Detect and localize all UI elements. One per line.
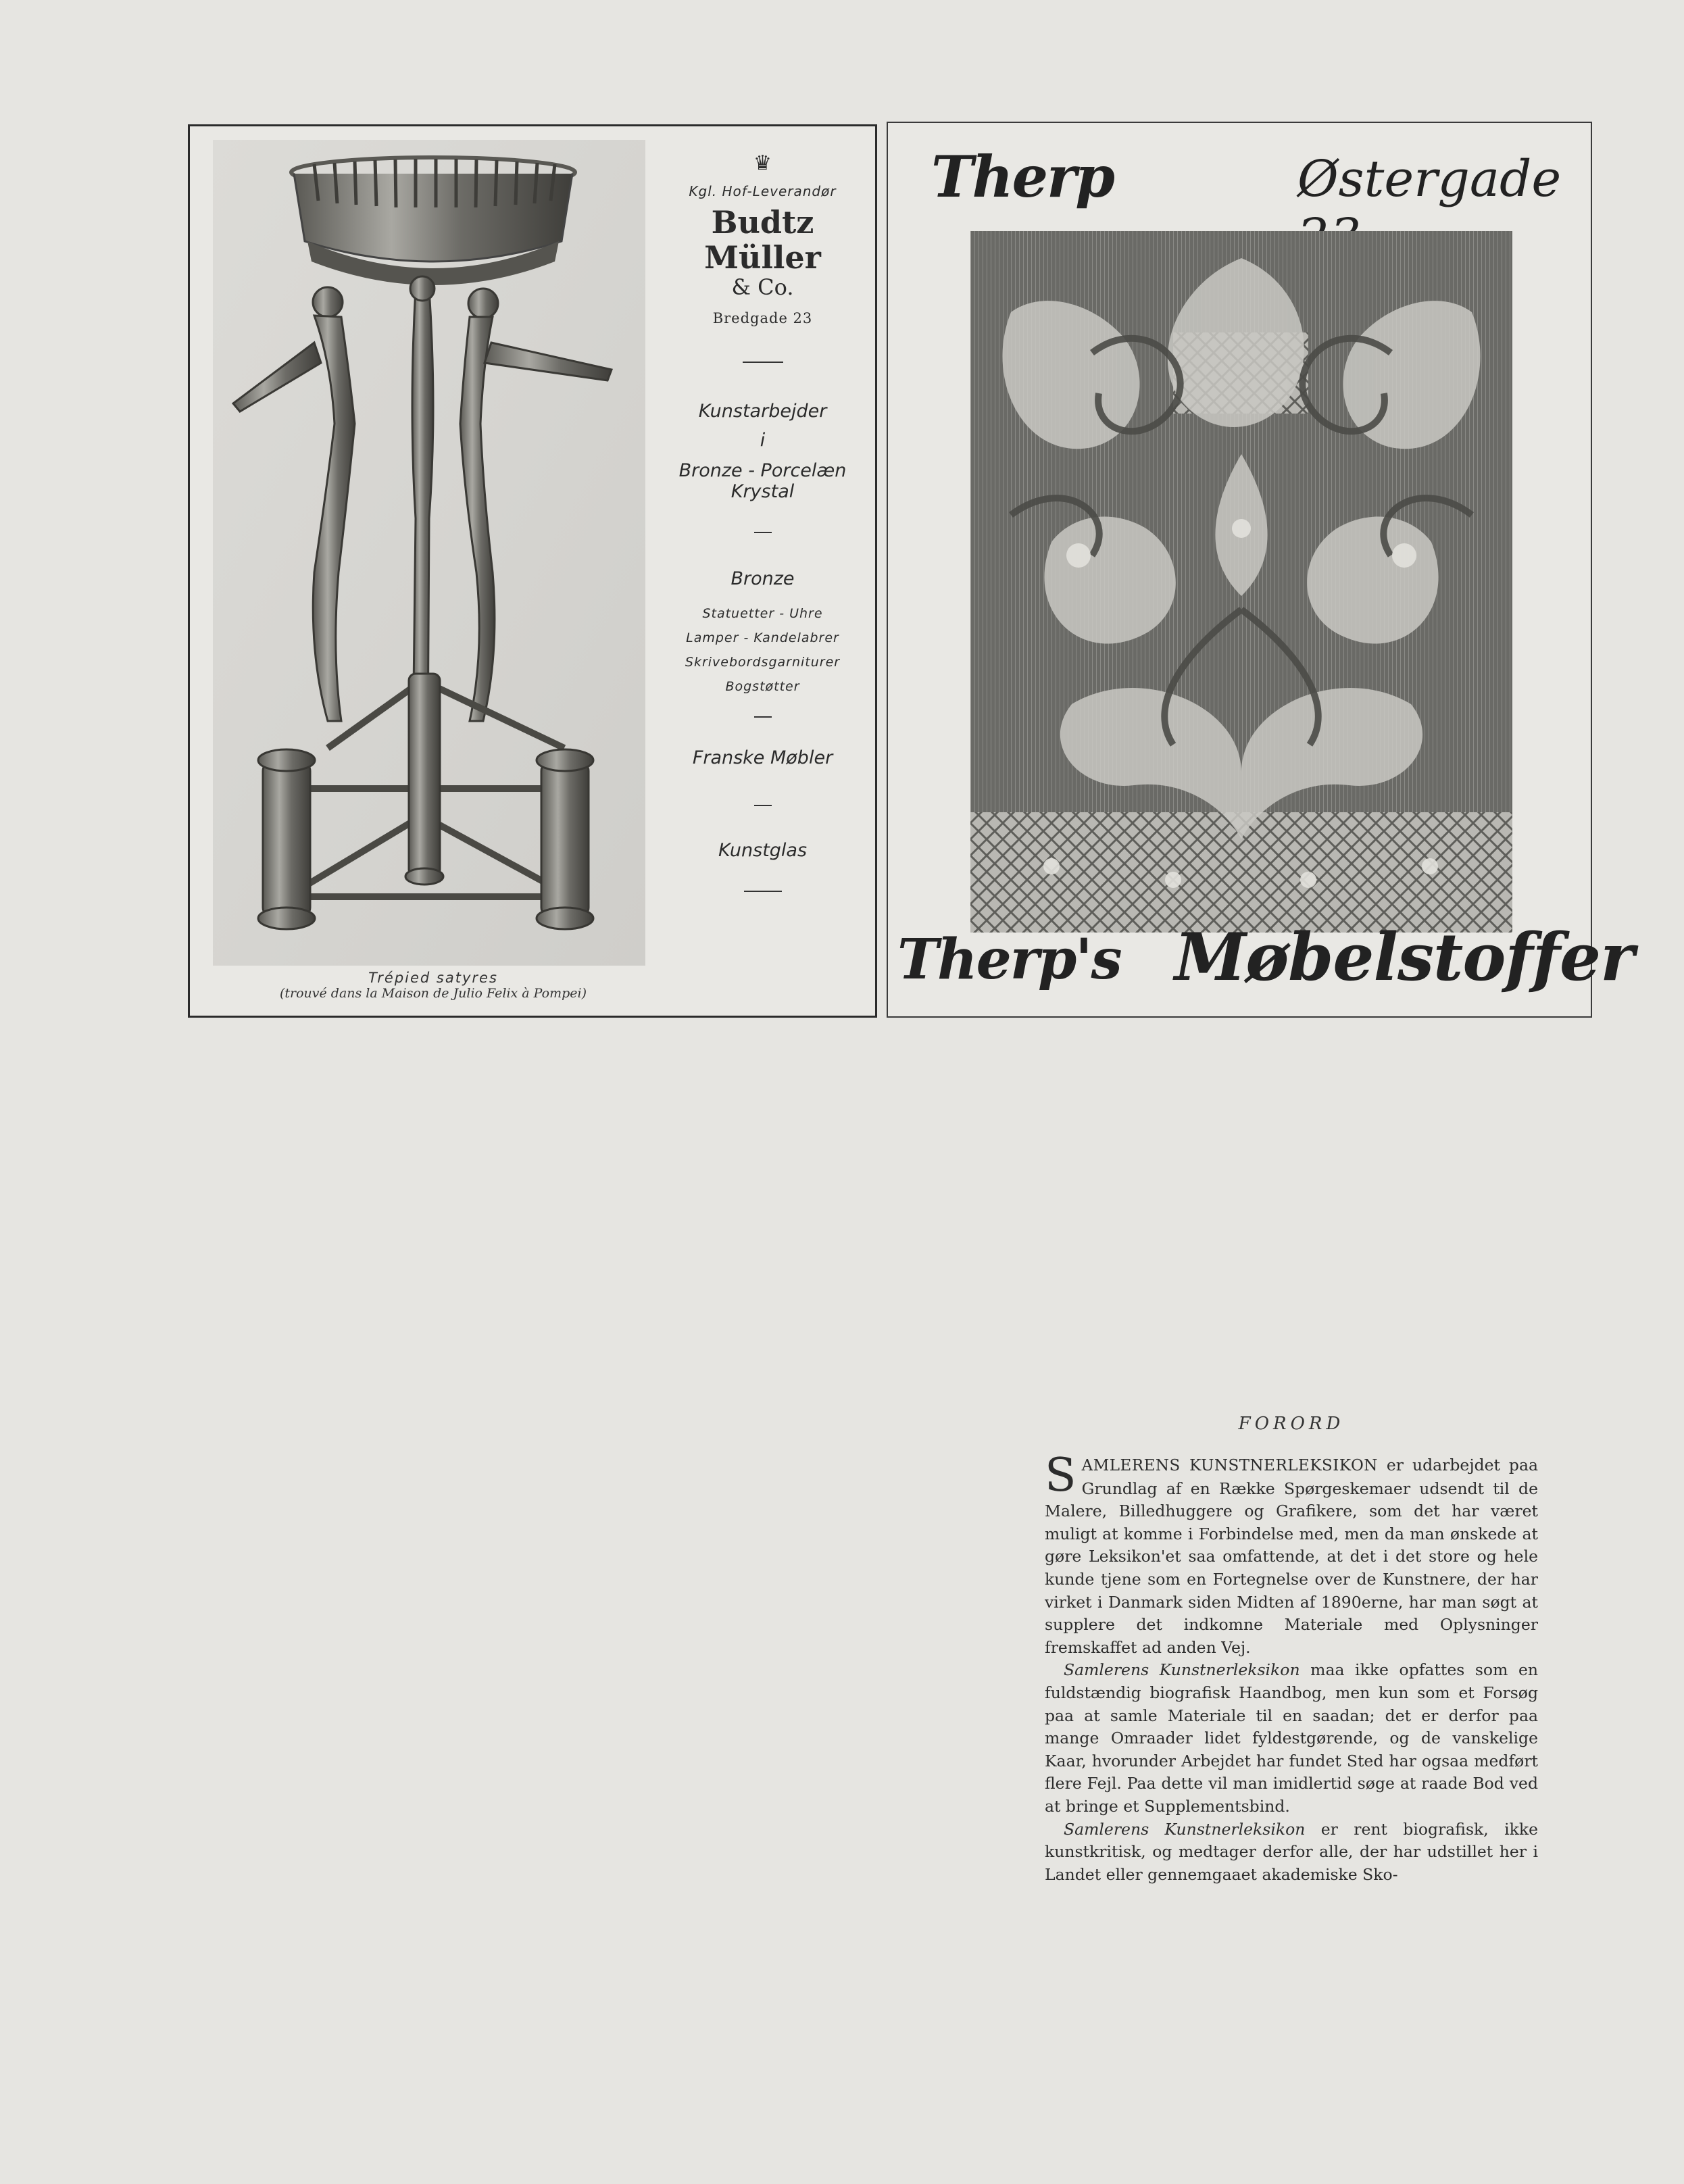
section-heading-kunstarbejder: Kunstarbejder: [698, 401, 827, 422]
firm-suffix: & Co.: [731, 274, 794, 300]
section-krystal: Krystal: [730, 481, 795, 502]
budtz-muller-advertisement: [188, 124, 877, 1018]
purveyor-label: Kgl. Hof-Leverandør: [689, 183, 837, 199]
photo-caption: [203, 970, 663, 1001]
therp-address: Østergade: [1297, 150, 1562, 208]
bronze-item: Skrivebordsgarniturer: [685, 655, 841, 670]
section-i: i: [760, 430, 766, 451]
firm-address: Bredgade 23: [712, 310, 813, 326]
crown-icon: ♛: [753, 151, 772, 175]
section-heading-franske-mobler: Franske Møbler: [692, 747, 833, 768]
divider: [744, 891, 782, 892]
forord-paragraph: [1045, 1449, 1538, 1659]
section-heading-kunstglas: Kunstglas: [718, 840, 808, 861]
section-heading-bronze: Bronze: [730, 568, 795, 589]
tripod-photograph: [213, 140, 645, 966]
paragraph-text: maa ikke opfattes som en fuldstændig biografisk Haandbog, men kun som et Forsøg paa at samle Materiale til en saadan; det er derfor paa mange Omraader lidet fyldestgørende, og de vanskelige Kaar, hvorunder Arbejdet har fundet Sted har ogsaa medført flere Fejl. Paa dette vil man imidlertid søge at raade Bod ved at bringe et Supplementsbind.: [1045, 1660, 1538, 1816]
damask-fabric-image: [970, 231, 1512, 933]
forord-body: [1045, 1449, 1538, 1886]
caption-subtitle: (trouvé dans la Maison de Julio Felix à Pompei): [279, 986, 587, 1001]
therp-heading: Therp: [931, 143, 1114, 210]
therp-advertisement: [887, 122, 1634, 1018]
divider: [743, 362, 783, 363]
therps-label: Therp's: [897, 927, 1121, 992]
small-caps-title: AMLERENS KUNSTNERLEKSIKON: [1081, 1457, 1378, 1474]
section-bronze-porcelaen: Bronze - Porcelæn: [678, 460, 847, 481]
italic-title: Samlerens Kunstnerleksikon: [1064, 1660, 1300, 1680]
divider: [754, 716, 772, 718]
forord-paragraph: [1045, 1659, 1538, 1818]
paragraph-text: er rent biografisk, ikke kunstkritisk, og medtager derfor alle, der har udstillet her i Landet eller gennemgaaet akademiske Sko-: [1045, 1819, 1538, 1884]
mobelstoffer-label: Møbelstoffer: [1174, 919, 1634, 995]
divider: [754, 532, 772, 533]
advertisement-text: [649, 153, 876, 892]
bronze-item: Statuetter - Uhre: [702, 606, 823, 621]
paragraph-text: er udarbejdet paa Grundlag af en Række Spørgeskemaer udsendt til de Malere, Billedhuggere og Grafikere, som det har været muligt at komme i Forbindelse med, men da man ønskede at gøre Leksikon'et saa omfattende, at det i det store og hele kunde tjene som en Fortegnelse over de Kunstnere, der har virket i Danmark siden Midten af 1890erne, har man søgt at supplere det indkomne Materiale med Oplysninger fremskaffet ad anden Vej.: [1045, 1456, 1538, 1657]
divider: [754, 805, 772, 806]
bronze-item: Lamper - Kandelabrer: [686, 630, 839, 645]
caption-title: Trépied satyres: [368, 970, 498, 986]
forord-paragraph: [1045, 1818, 1538, 1887]
firm-name: Budtz Müller: [704, 204, 821, 276]
forord-heading: FORORD: [1238, 1414, 1345, 1434]
drop-cap: S: [1045, 1449, 1076, 1502]
bronze-item: Bogstøtter: [725, 679, 800, 694]
italic-title: Samlerens Kunstnerleksikon: [1064, 1819, 1306, 1839]
